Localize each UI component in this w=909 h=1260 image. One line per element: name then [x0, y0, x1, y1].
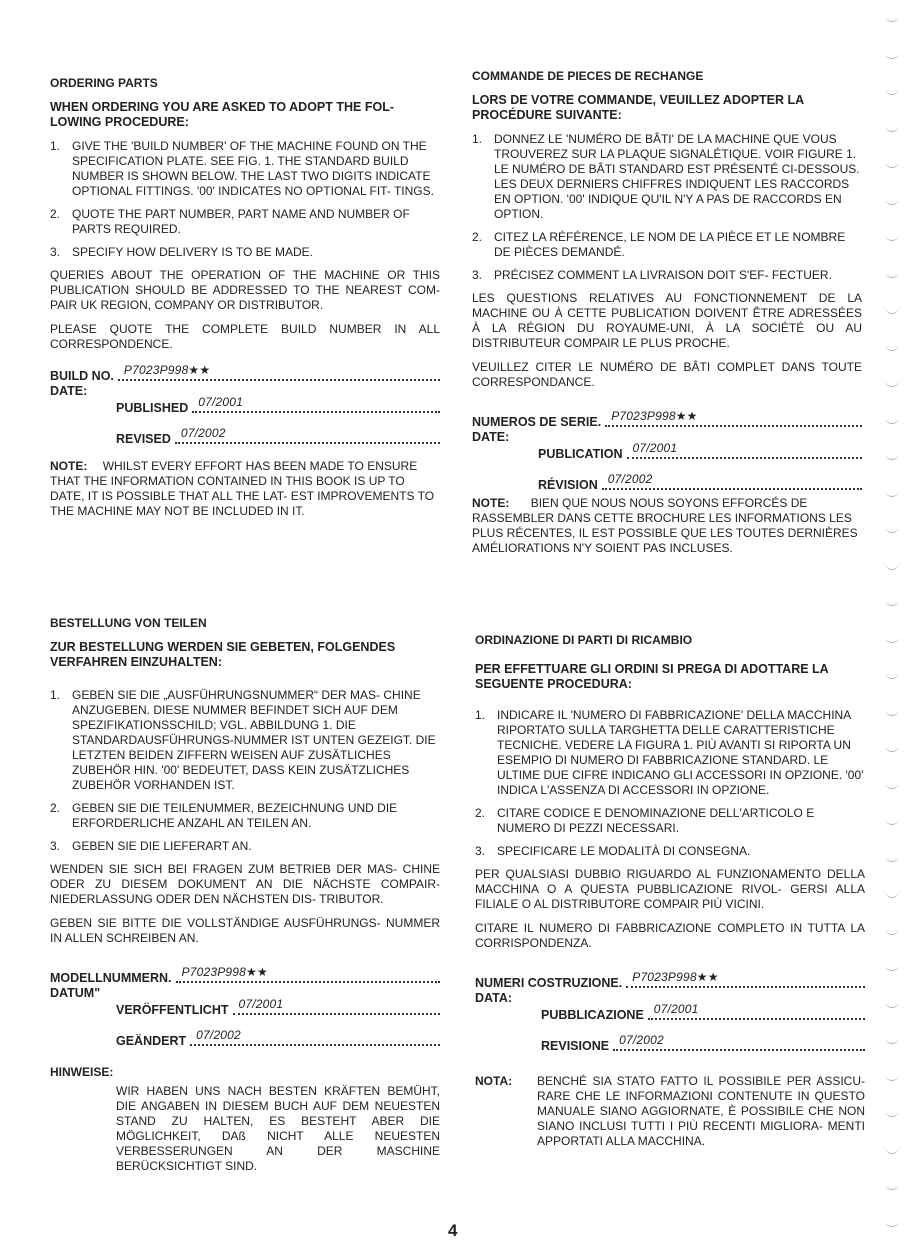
binder-hole-mark [885, 854, 899, 862]
step-item [50, 207, 440, 237]
section-heading: ZUR BESTELLUNG WERDEN SIE GEBETEN, FOLGENDES VERFAHREN EINZUHALTEN: [50, 640, 396, 669]
binder-hole-mark [885, 671, 899, 679]
step-number: 3. [50, 245, 61, 259]
binder-hole-mark [885, 1109, 899, 1117]
section-french [472, 69, 862, 556]
binder-hole-mark [885, 416, 899, 424]
queries-paragraph: QUERIES ABOUT THE OPERATION OF THE MACHINE OR THIS PUBLICATION SHOULD BE ADDRESSED TO THE NEAREST COM- PAIR UK REGION, COMPANY OR DISTRIBUTOR. [50, 268, 440, 312]
section-heading: LORS DE VOTRE COMMANDE, VEUILLEZ ADOPTER LA PROCÉDURE SUIVANTE: [472, 93, 804, 122]
section-german [50, 616, 440, 1174]
step-number: 3. [472, 268, 483, 282]
build-number-label: NUMEROS DE SERIE. [472, 415, 602, 429]
published-label: PUBLICATION [538, 447, 623, 461]
build-number-value: P7023P998★★ [123, 363, 211, 377]
step-item [472, 268, 862, 283]
step-item [475, 844, 865, 859]
build-number-field [50, 965, 440, 986]
published-field [541, 1002, 865, 1023]
step-text: GIVE THE 'BUILD NUMBER' OF THE MACHINE FOUND ON THE SPECIFICATION PLATE. SEE FIG. 1. THE STANDARD BUILD NUMBER IS SHOWN BELOW. THE LAST TWO DIGITS INDICATE OPTIONAL FITTINGS. '00' INDICATES NO OPTIONAL FIT- TINGS. [72, 139, 434, 198]
section-heading: PER EFFETTUARE GLI ORDINI SI PREGA DI ADOTTARE LA SEGUENTE PROCEDURA: [475, 662, 829, 691]
published-field [116, 997, 440, 1018]
note-text: BENCHÉ SIA STATO FATTO IL POSSIBILE PER ASSICU- RARE CHE LE INFORMAZIONI CONTENUTE IN QUESTO MANUALE SIANO AGGIORNATE, È POSSIBILE CHE NON SIANO INCLUSI TUTTI I PIÙ RECENTI MIGLIORA- MENTI APPORTATI ALLA MACCHINA. [537, 1074, 865, 1148]
binder-hole-mark [885, 1146, 899, 1154]
step-text: GEBEN SIE DIE TEILENUMMER, BEZEICHNUNG UND DIE ERFORDERLICHE ANZAHL AN TEILEN AN. [72, 801, 398, 830]
published-value: 07/2001 [653, 1002, 699, 1016]
revised-value: 07/2002 [180, 426, 226, 440]
step-number: 1. [472, 132, 483, 146]
step-text: PRÉCISEZ COMMENT LA LIVRAISON DOIT S'EF- FECTUER. [494, 268, 832, 282]
binder-hole-mark [885, 890, 899, 898]
note-label: NOTE: [50, 459, 88, 473]
build-number-value: P7023P998★★ [632, 970, 719, 984]
step-item [472, 132, 862, 222]
step-text: SPECIFICARE LE MODALITÀ DI CONSEGNA. [497, 844, 751, 858]
step-number: 2. [475, 806, 486, 820]
binder-hole-mark [885, 963, 899, 971]
quote-paragraph: CITARE IL NUMERO DI FABBRICAZIONE COMPLETO IN TUTTA LA CORRISPONDENZA. [475, 921, 865, 950]
note-block [475, 1074, 865, 1149]
binder-hole-mark [885, 160, 899, 168]
published-label: VERÖFFENTLICHT [116, 1003, 229, 1017]
date-label: DATE: [50, 384, 88, 398]
note-label: NOTA: [475, 1074, 513, 1088]
step-number: 2. [50, 207, 61, 221]
date-label: DATUM" [50, 986, 101, 1000]
binder-hole-mark [885, 1000, 899, 1008]
procedure-steps [475, 708, 865, 859]
binder-hole-mark [885, 927, 899, 935]
binder-hole-mark [885, 708, 899, 716]
step-text: SPECIFY HOW DELIVERY IS TO BE MADE. [72, 245, 313, 259]
note-text: WIR HABEN UNS NACH BESTEN KRÄFTEN BEMÜHT, DIE ANGABEN IN DIESEM BUCH AUF DEM NEUESTEN STAND ZU HALTEN, ES BESTEHT ABER DIE MÖGLICHKEIT, DAß NICHT ALLE NEUESTEN VERBESSERUNGEN AN DER MASCHINE BERÜCKSICHTIGT SIND. [116, 1084, 440, 1173]
section-english [50, 76, 440, 519]
build-number-field [475, 970, 865, 991]
build-number-value: P7023P998★★ [611, 409, 698, 423]
binder-hole-mark [885, 343, 899, 351]
queries-paragraph: LES QUESTIONS RELATIVES AU FONCTIONNEMENT DE LA MACHINE OU À CETTE PUBLICATION DOIVENT ÊTRE ADRESSÉES À LA RÉGION DU ROYAUME-UNI, À LA SOCIÉTÉ OU AU DISTRIBUTEUR COMPAIR LE PLUS PROCHE. [472, 291, 862, 350]
revised-field [116, 1028, 440, 1049]
section-title: COMMANDE DE PIECES DE RECHANGE [472, 69, 704, 83]
step-text: GEBEN SIE DIE LIEFERART AN. [72, 839, 252, 853]
binder-hole-mark [885, 598, 899, 606]
section-heading: WHEN ORDERING YOU ARE ASKED TO ADOPT THE FOL- LOWING PROCEDURE: [50, 100, 394, 129]
step-number: 3. [475, 844, 486, 858]
quote-paragraph: PLEASE QUOTE THE COMPLETE BUILD NUMBER IN ALL CORRESPONDENCE. [50, 322, 440, 351]
step-text: DONNEZ LE 'NUMÉRO DE BÂTI' DE LA MACHINE QUE VOUS TROUVEREZ SUR LA PLAQUE SIGNALÉTIQUE. VOIR FIGURE 1. LE NUMÉRO DE BÂTI STANDARD EST PRÉSENTÉ CI-DESSOUS. LES DEUX DERNIERS CHIFFRES INDIQUENT LES RACCORDS EN OPTION. '00' INDIQUE QU'IL N'Y A PAS DE RACCORDS EN OPTION. [494, 132, 860, 221]
note-block [50, 459, 440, 519]
binder-hole-mark [885, 562, 899, 570]
binder-hole-mark [885, 87, 899, 95]
revised-label: GEÄNDERT [116, 1034, 187, 1048]
revised-label: RÉVISION [538, 478, 598, 492]
step-text: GEBEN SIE DIE „AUSFÜHRUNGSNUMMER“ DER MAS- CHINE ANZUGEBEN. DIESE NUMMER BEFINDET SICH AUF DEM SPEZIFIKATIONSSCHILD; VGL. ABBILDUNG 1. DIE STANDARDAUSFÜHRUNGS-NUMMER IST UNTEN GEZEIGT. DIE LETZTEN BEIDEN ZIFFERN WEISEN AUF ZUSÄTLICHES ZUBEHÖR HIN. '00' BEDEUTET, DASS KEIN ZUSÄTZLICHES ZUBEHÖR VORHANDEN IST. [72, 688, 436, 792]
revised-label: REVISED [116, 432, 171, 446]
revised-value: 07/2002 [619, 1033, 664, 1047]
binder-hole-mark [885, 270, 899, 278]
note-block [50, 1065, 440, 1174]
step-item [50, 245, 440, 260]
binder-hole-mark [885, 744, 899, 752]
build-number-label: MODELLNUMMERN. [50, 971, 172, 985]
step-text: QUOTE THE PART NUMBER, PART NAME AND NUMBER OF PARTS REQUIRED. [72, 207, 410, 236]
revised-field [541, 1033, 865, 1054]
build-number-label: NUMERI COSTRUZIONE. [475, 976, 623, 990]
step-text: INDICARE IL 'NUMERO DI FABBRICAZIONE' DELLA MACCHINA RIPORTATO SULLA TARGHETTA DELLE CARATTERISTICHE TECNICHE. VEDERE LA FIGURA 1. PIÙ AVANTI SI RIPORTA UN ESEMPIO DI NUMERO DI FABBRICAZIONE STANDARD. LE ULTIME DUE CIFRE INDICANO GLI ACCESSORI IN OPZIONE. '00' INDICA L'ASSENZA DI ACCESSORI IN OPZIONE. [497, 708, 864, 797]
binder-hole-mark [885, 1182, 899, 1190]
binder-hole-mark [885, 306, 899, 314]
binder-hole-mark [885, 817, 899, 825]
build-number-field [472, 409, 862, 430]
step-item [475, 708, 865, 798]
step-item [50, 688, 440, 793]
section-italian [475, 633, 865, 1149]
published-value: 07/2001 [198, 395, 244, 409]
date-label: DATE: [472, 430, 510, 444]
note-label: HINWEISE: [50, 1065, 114, 1079]
binder-hole-mark [885, 14, 899, 22]
build-number-field [50, 363, 440, 384]
binder-hole-mark [885, 781, 899, 789]
procedure-steps [50, 139, 440, 260]
step-text: CITARE CODICE E DENOMINAZIONE DELL'ARTICOLO E NUMERO DI PEZZI NECESSARI. [497, 806, 815, 835]
binder-hole-mark [885, 379, 899, 387]
quote-paragraph: GEBEN SIE BITTE DIE VOLLSTÄNDIGE AUSFÜHRUNGS- NUMMER IN ALLEN SCHREIBEN AN. [50, 916, 440, 945]
binder-hole-mark [885, 233, 899, 241]
section-title: BESTELLUNG VON TEILEN [50, 616, 207, 630]
section-title: ORDINAZIONE DI PARTI DI RICAMBIO [475, 633, 693, 647]
step-number: 2. [472, 230, 483, 244]
binder-hole-mark [885, 1219, 899, 1227]
step-item [50, 139, 440, 199]
procedure-steps [50, 688, 440, 854]
step-number: 2. [50, 801, 61, 815]
published-label: PUBLISHED [116, 401, 189, 415]
step-number: 3. [50, 839, 61, 853]
revised-field [116, 426, 440, 447]
step-number: 1. [50, 139, 61, 153]
published-value: 07/2001 [632, 441, 678, 455]
revised-value: 07/2002 [607, 472, 653, 486]
note-text: BIEN QUE NOUS NOUS SOYONS EFFORCÉS DE RASSEMBLER DANS CETTE BROCHURE LES INFORMATIONS LES PLUS RÉCENTES, IL EST POSSIBLE QUE LES TOUTES DERNIÈRES AMÉLIORATIONS N'Y SOIENT PAS INCLUSES. [472, 496, 858, 555]
section-title: ORDERING PARTS [50, 76, 158, 90]
published-field [538, 441, 862, 462]
step-item [50, 839, 440, 854]
step-item [472, 230, 862, 260]
step-number: 1. [50, 688, 61, 702]
binder-hole-mark [885, 51, 899, 59]
published-value: 07/2001 [238, 997, 284, 1011]
step-item [475, 806, 865, 836]
page-number: 4 [448, 1221, 458, 1240]
binder-hole-mark [885, 525, 899, 533]
binder-hole-mark [885, 197, 899, 205]
revised-label: REVISIONE [541, 1039, 610, 1053]
revised-field [538, 472, 862, 493]
binder-hole-mark [885, 635, 899, 643]
note-text: WHILST EVERY EFFORT HAS BEEN MADE TO ENSURE THAT THE INFORMATION CONTAINED IN THIS BOOK IS UP TO DATE, IT IS POSSIBLE THAT ALL THE LAT- EST IMPROVEMENTS TO THE MACHINE MAY NOT BE INCLUDED IN IT. [50, 459, 435, 518]
date-label-row [50, 384, 440, 399]
note-label: NOTE: [472, 496, 510, 510]
queries-paragraph: WENDEN SIE SICH BEI FRAGEN ZUM BETRIEB DER MAS- CHINE ODER ZU DIESEM DOKUMENT AN DIE NÄCHSTE COMPAIR-NIEDERLASSUNG ODER DEN NÄCHSTEN DIS- TRIBUTOR. [50, 862, 440, 906]
step-number: 1. [475, 708, 486, 722]
binder-holes [881, 0, 903, 1260]
quote-paragraph: VEUILLEZ CITER LE NUMÉRO DE BÂTI COMPLET DANS TOUTE CORRESPONDANCE. [472, 360, 862, 389]
step-text: CITEZ LA RÉFÉRENCE, LE NOM DE LA PIÈCE ET LE NOMBRE DE PIÈCES DEMANDÉ. [494, 230, 846, 259]
procedure-steps [472, 132, 862, 283]
note-block [472, 496, 862, 556]
binder-hole-mark [885, 452, 899, 460]
published-field [116, 395, 440, 416]
date-label: DATA: [475, 991, 513, 1005]
step-item [50, 801, 440, 831]
queries-paragraph: PER QUALSIASI DUBBIO RIGUARDO AL FUNZIONAMENTO DELLA MACCHINA O A QUESTA PUBBLICAZIONE RIVOL- GERSI ALLA FILIALE O AL DISTRIBUTORE COMPAIR PIÙ VICINI. [475, 867, 865, 911]
binder-hole-mark [885, 124, 899, 132]
revised-value: 07/2002 [196, 1028, 241, 1042]
binder-hole-mark [885, 489, 899, 497]
build-number-value: P7023P998★★ [181, 965, 268, 979]
binder-hole-mark [885, 1073, 899, 1081]
build-number-label: BUILD NO. [50, 369, 114, 383]
binder-hole-mark [885, 1036, 899, 1044]
published-label: PUBBLICAZIONE [541, 1008, 644, 1022]
